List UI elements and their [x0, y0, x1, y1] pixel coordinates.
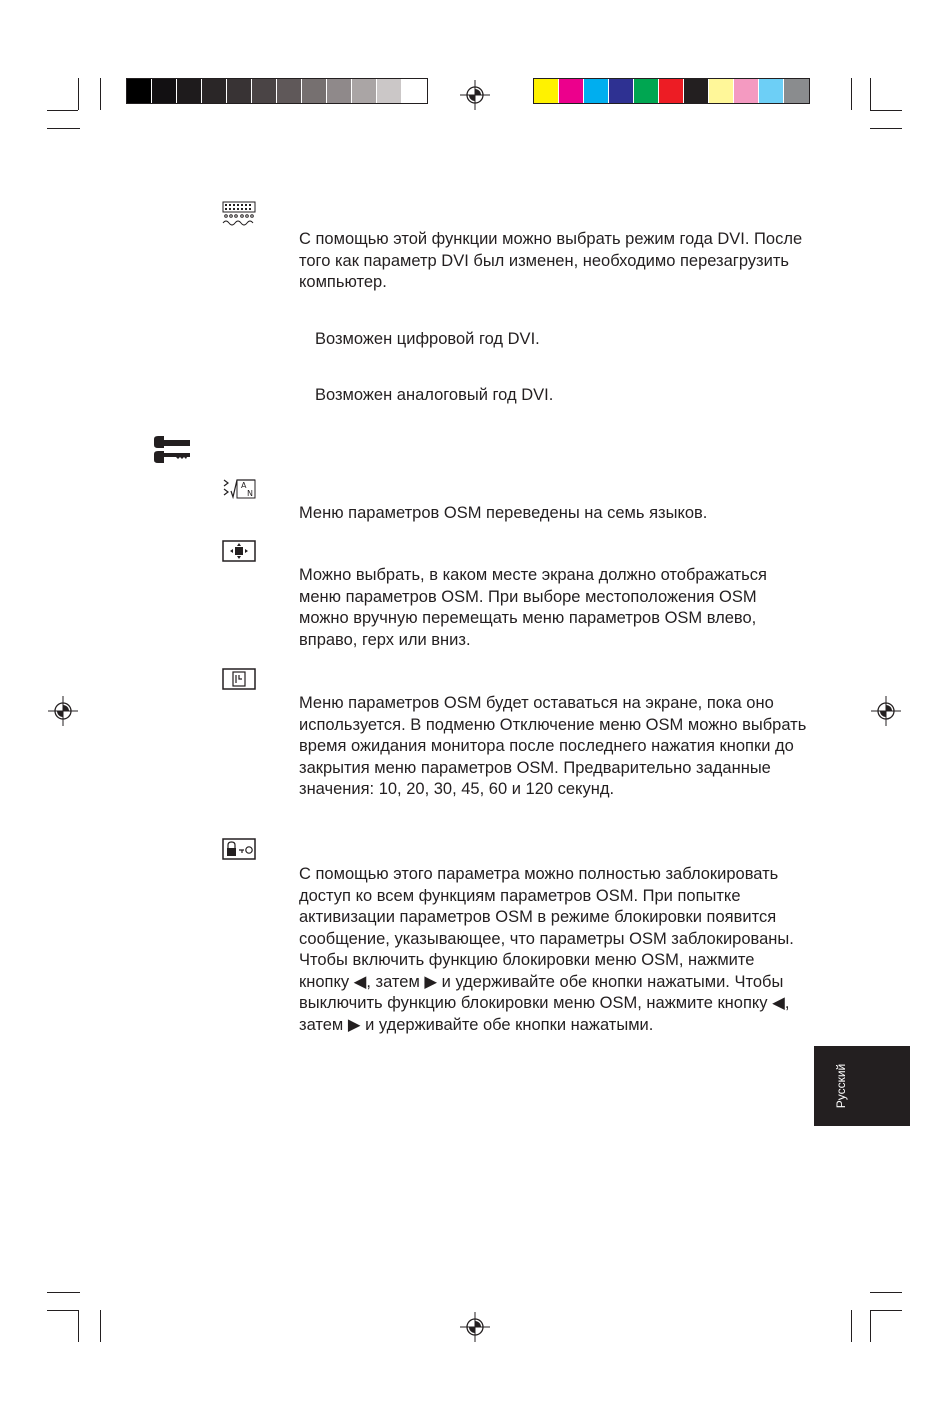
color-swatch	[559, 79, 584, 103]
osm-lock-out-description: С помощью этого параметра можно полностью заблокировать доступ ко всем функциям параметров OSM. При попытке активизации параметров OSM в режиме блокировки появится сообщение, указывающее, что параметры OSM заблокированы. Чтобы включить функцию блокировки меню OSM, нажмите кнопку ◀, затем ▶ и удерживайте обе кнопки нажатыми. Чтобы выключить функцию блокировки меню OSM, нажмите кнопку ◀, затем ▶ и удерживайте обе кнопки нажатыми.	[299, 865, 794, 1034]
language-icon	[222, 477, 256, 499]
color-swatch	[759, 79, 784, 103]
tools-wrench-icon	[152, 435, 192, 465]
osm-turn-off-icon	[222, 668, 256, 690]
color-swatch	[734, 79, 759, 103]
svg-text:A: A	[241, 481, 247, 490]
gray-swatch	[177, 79, 202, 103]
osm-position-icon	[222, 540, 256, 562]
color-swatch	[584, 79, 609, 103]
osm-turn-off-description: Меню параметров OSM будет оставаться на экране, пока оно используется. В подменю Отключение меню OSM можно выбрать время ожидания монитора после последнего нажатия кнопки до закрытия меню параметров OSM. Предварительно заданные значения: 10, 20, 30, 45, 60 и 120 секунд.	[299, 694, 807, 798]
color-swatch	[709, 79, 734, 103]
color-swatch	[634, 79, 659, 103]
language-description: Меню параметров OSM переведены на семь языков.	[299, 504, 708, 522]
dvi-description: С помощью этой функции можно выбрать режим года DVI. После того как параметр DVI был изменен, необходимо перезагрузить компьютер.	[299, 230, 803, 291]
grayscale-calibration-bar	[126, 78, 428, 104]
color-calibration-bar	[533, 78, 810, 104]
osm-lock-out-icon	[222, 838, 256, 860]
registration-target-icon	[460, 1312, 490, 1342]
dvi-selection-icon	[222, 201, 256, 227]
gray-swatch	[152, 79, 177, 103]
dvi-analog-option-text: Возможен аналоговый год DVI.	[315, 386, 554, 404]
gray-swatch	[352, 79, 377, 103]
color-swatch	[534, 79, 559, 103]
registration-target-icon	[871, 696, 901, 726]
color-swatch	[659, 79, 684, 103]
dvi-digital-option-text: Возможен цифровой год DVI.	[315, 330, 540, 348]
svg-text:N: N	[247, 489, 253, 498]
language-side-tab	[814, 1046, 910, 1126]
side-tab-label: Русский	[834, 1063, 848, 1109]
gray-swatch	[227, 79, 252, 103]
gray-swatch	[127, 79, 152, 103]
osm-position-description: Можно выбрать, в каком месте экрана должно отображаться меню параметров OSM. При выборе местоположения OSM можно вручную перемещать меню параметров OSM влево, вправо, герх или вниз.	[299, 566, 767, 649]
gray-swatch	[327, 79, 352, 103]
gray-swatch	[202, 79, 227, 103]
color-swatch	[784, 79, 809, 103]
gray-swatch	[402, 79, 427, 103]
registration-target-icon	[460, 80, 490, 110]
gray-swatch	[277, 79, 302, 103]
gray-swatch	[252, 79, 277, 103]
registration-target-icon	[48, 696, 78, 726]
gray-swatch	[302, 79, 327, 103]
gray-swatch	[377, 79, 402, 103]
color-swatch	[684, 79, 709, 103]
color-swatch	[609, 79, 634, 103]
